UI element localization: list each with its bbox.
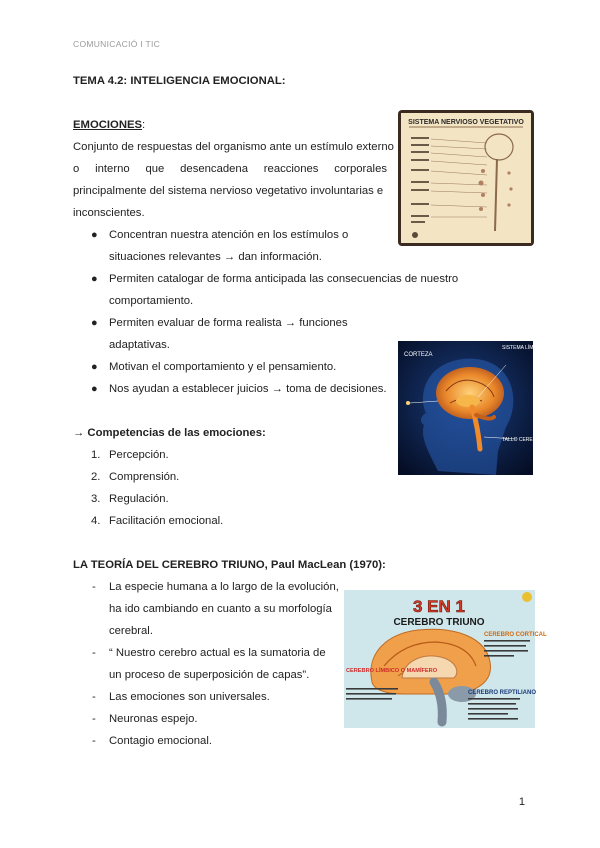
teoria-item-2-line-1: “ Nuestro cerebro actual es la sumatoria de — [109, 647, 326, 659]
competencia-item: Comprensión. — [109, 471, 180, 483]
label-limbico: CEREBRO LÍMBICO O MAMÍFERO — [346, 668, 438, 674]
competencia-number: 2. — [91, 471, 101, 483]
triune-brain-image — [344, 590, 547, 728]
page-header: COMUNICACIÓ I TIC — [73, 39, 161, 49]
emociones-para-line-2 — [73, 158, 387, 180]
emociones-heading: EMOCIONES — [73, 119, 143, 131]
word: corporales — [334, 163, 387, 175]
bullet-5: Nos ayudan a establecer juicios → toma de decisiones. — [109, 383, 387, 395]
word: o — [73, 163, 80, 175]
triuno-title-sub: CEREBRO TRIUNO — [393, 617, 485, 628]
teoria-item-1-line-1: La especie humana a lo largo de la evolución, — [109, 581, 339, 593]
word: reacciones — [263, 163, 319, 175]
competencia-item: Percepción. — [109, 449, 169, 461]
triuno-title-big: 3 EN 1 — [413, 597, 465, 616]
brain-illustration — [398, 341, 546, 475]
competencia-number: 3. — [91, 493, 101, 505]
label-sistema-limbico: SISTEMA LÍMBICO — [502, 345, 546, 351]
bullet-dot: ● — [91, 317, 98, 329]
teoria-item-3: Las emociones son universales. — [109, 691, 270, 703]
teoria-heading-author: Paul MacLean (1970): — [270, 559, 386, 571]
dash-marker: - — [92, 735, 96, 747]
emociones-heading-line — [73, 114, 145, 136]
triune-brain-illustration — [344, 590, 547, 728]
competencia-item: Regulación. — [109, 493, 169, 505]
bullet-3-line-1: Permiten evaluar de forma realista → funciones — [109, 317, 348, 329]
bullet-dot: ● — [91, 229, 98, 241]
teoria-heading-bold: LA TEORÍA DEL CEREBRO TRIUNO, — [73, 559, 271, 571]
label-tallo-cerebral: TALLO CEREBRAL — [502, 437, 546, 443]
dash-marker: - — [92, 713, 96, 725]
bullet-1-line-2: situaciones relevantes → dan información. — [109, 251, 322, 263]
bullet-2-line-1: Permiten catalogar de forma anticipada las consecuencias de nuestro — [109, 273, 459, 285]
label-corteza: CORTEZA — [404, 352, 433, 358]
nervous-system-diagram — [401, 113, 531, 243]
competencia-item: Facilitación emocional. — [109, 515, 224, 527]
label-cortical: CEREBRO CORTICAL — [484, 632, 547, 638]
emociones-para-line-3: principalmente del sistema nervioso vegetativo involuntarias e — [73, 185, 384, 197]
page-number: 1 — [518, 796, 525, 808]
teoria-item-2-line-2: un proceso de superposición de capas”. — [109, 669, 310, 681]
dash-marker: - — [92, 647, 96, 659]
diagram-title: SISTEMA NERVIOSO VEGETATIVO — [408, 119, 524, 126]
word: desencadena — [180, 163, 248, 175]
teoria-heading — [73, 554, 386, 576]
emociones-heading-colon: : — [142, 119, 146, 131]
word: que — [145, 163, 165, 175]
competencia-number: 1. — [91, 449, 101, 461]
competencia-number: 4. — [91, 515, 101, 527]
bullet-3-line-2: adaptativas. — [109, 339, 170, 351]
teoria-item-1-line-3: cerebral. — [109, 625, 153, 637]
teoria-item-5: Contagio emocional. — [109, 735, 212, 747]
emociones-para-line-1: Conjunto de respuestas del organismo ante un estímulo externo — [73, 141, 394, 153]
competencias-heading: → Competencias de las emociones: — [73, 427, 266, 439]
bullet-4: Motivan el comportamiento y el pensamiento. — [109, 361, 337, 373]
bullet-1-line-1: Concentran nuestra atención en los estímulos o — [109, 229, 349, 241]
teoria-item-4: Neuronas espejo. — [109, 713, 198, 725]
brain-image — [398, 341, 546, 475]
label-reptiliano: CEREBRO REPTILIANO — [468, 690, 537, 696]
teoria-item-1-line-2: ha ido cambiando en cuanto a su morfología — [109, 603, 332, 615]
emociones-para-line-4: inconscientes. — [73, 207, 145, 219]
word: interno — [95, 163, 130, 175]
bullet-2-line-2: comportamiento. — [109, 295, 194, 307]
dash-marker: - — [92, 691, 96, 703]
document-title: TEMA 4.2: INTELIGENCIA EMOCIONAL: — [73, 75, 286, 87]
bullet-dot: ● — [91, 273, 98, 285]
bullet-dot: ● — [91, 361, 98, 373]
nervous-system-image — [398, 110, 534, 246]
bullet-dot: ● — [91, 383, 98, 395]
dash-marker: - — [92, 581, 96, 593]
